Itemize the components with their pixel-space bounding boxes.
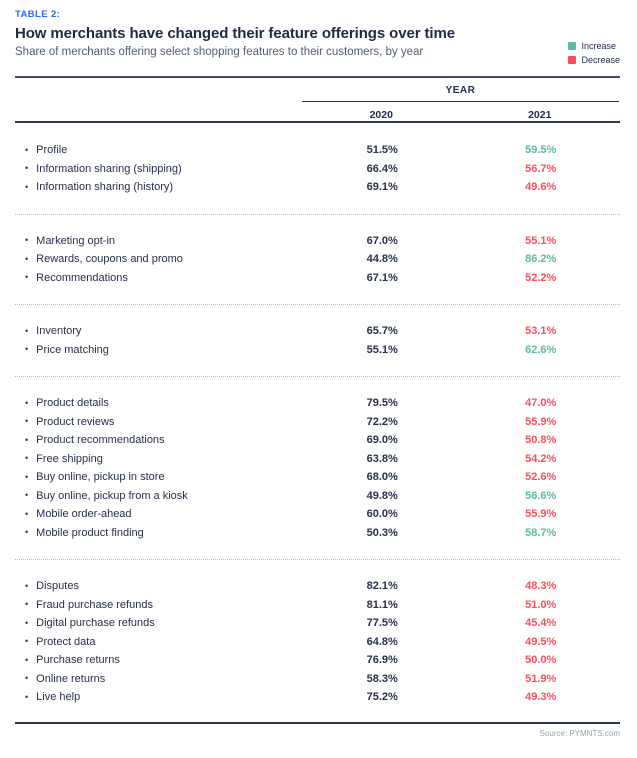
- feature-label: Rewards, coupons and promo: [36, 253, 183, 266]
- feature-cell: [15, 144, 303, 156]
- value-2021: 59.5%: [525, 144, 557, 157]
- value-2021: 51.9%: [525, 672, 557, 685]
- feature-cell: [15, 617, 303, 629]
- table-group: [15, 394, 620, 542]
- feature-cell: [15, 344, 303, 356]
- value-2021: 49.6%: [525, 181, 557, 194]
- feature-label: Protect data: [36, 635, 96, 648]
- bullet-icon: •: [25, 580, 29, 591]
- feature-cell: [15, 580, 303, 592]
- column-header-2021: 2021: [528, 109, 552, 121]
- feature-cell: [15, 490, 303, 502]
- table-row: [15, 487, 620, 506]
- bullet-icon: •: [25, 272, 29, 283]
- value-2020: 82.1%: [366, 580, 398, 593]
- value-cells: [303, 144, 620, 156]
- table-row: [15, 141, 620, 160]
- feature-cell: [15, 527, 303, 539]
- value-2020: 63.8%: [366, 452, 398, 465]
- value-2021: 50.8%: [525, 434, 557, 447]
- value-cells: [303, 617, 620, 629]
- table-row: [15, 413, 620, 432]
- feature-cell: [15, 397, 303, 409]
- value-2021: 45.4%: [525, 617, 557, 630]
- value-cells: [303, 599, 620, 611]
- value-2021: 49.5%: [525, 635, 557, 648]
- page-title: How merchants have changed their feature offerings over time: [15, 25, 455, 42]
- value-cells: [303, 181, 620, 193]
- value-2021: 47.0%: [525, 397, 557, 410]
- value-cells: [303, 235, 620, 247]
- group-divider: [15, 214, 620, 215]
- value-2020: 77.5%: [366, 617, 398, 630]
- value-2020: 81.1%: [366, 598, 398, 611]
- value-2020: 75.2%: [366, 691, 398, 704]
- value-2020: 67.1%: [366, 271, 398, 284]
- feature-label: Product details: [36, 397, 109, 410]
- group-divider: [15, 304, 620, 305]
- value-cells: [303, 673, 620, 685]
- bullet-icon: •: [25, 617, 29, 628]
- feature-label: Information sharing (shipping): [36, 162, 182, 175]
- value-2020: 64.8%: [366, 635, 398, 648]
- value-2020: 44.8%: [366, 253, 398, 266]
- bullet-icon: •: [25, 416, 29, 427]
- feature-cell: [15, 599, 303, 611]
- table-row: [15, 577, 620, 596]
- value-2021: 86.2%: [525, 253, 557, 266]
- value-cells: [303, 397, 620, 409]
- value-2020: 55.1%: [366, 343, 398, 356]
- legend-item-increase: [568, 41, 620, 51]
- value-cells: [303, 344, 620, 356]
- value-2020: 79.5%: [366, 397, 398, 410]
- legend-decrease-label: Decrease: [581, 55, 620, 65]
- feature-label: Digital purchase refunds: [36, 617, 155, 630]
- value-2020: 65.7%: [366, 325, 398, 338]
- value-cells: [303, 580, 620, 592]
- feature-cell: [15, 636, 303, 648]
- value-2021: 55.9%: [525, 508, 557, 521]
- table-row: [15, 633, 620, 652]
- table-row: [15, 250, 620, 269]
- value-2021: 55.9%: [525, 415, 557, 428]
- bullet-icon: •: [25, 636, 29, 647]
- bullet-icon: •: [25, 397, 29, 408]
- value-cells: [303, 527, 620, 539]
- feature-label: Purchase returns: [36, 654, 120, 667]
- bullet-icon: •: [25, 181, 29, 192]
- value-2020: 69.0%: [366, 434, 398, 447]
- bullet-icon: •: [25, 654, 29, 665]
- feature-label: Disputes: [36, 580, 79, 593]
- bullet-icon: •: [25, 508, 29, 519]
- bullet-icon: •: [25, 163, 29, 174]
- table-group: [15, 141, 620, 197]
- value-2021: 50.0%: [525, 654, 557, 667]
- feature-label: Marketing opt-in: [36, 234, 116, 247]
- table-row: [15, 596, 620, 615]
- table-row: [15, 651, 620, 670]
- table-row: [15, 178, 620, 197]
- table-row: [15, 160, 620, 179]
- bullet-icon: •: [25, 144, 29, 155]
- group-divider: [15, 376, 620, 377]
- year-columns: [302, 102, 619, 121]
- value-2020: 68.0%: [366, 471, 398, 484]
- feature-label: Information sharing (history): [36, 181, 174, 194]
- value-cells: [303, 471, 620, 483]
- feature-label: Mobile product finding: [36, 526, 144, 539]
- table-row: [15, 468, 620, 487]
- table-label: TABLE 2:: [15, 9, 61, 20]
- feature-cell: [15, 673, 303, 685]
- feature-label: Product recommendations: [36, 434, 165, 447]
- bullet-icon: •: [25, 344, 29, 355]
- value-2021: 52.2%: [525, 271, 557, 284]
- value-2021: 62.6%: [525, 343, 557, 356]
- bullet-icon: •: [25, 253, 29, 264]
- feature-cell: [15, 691, 303, 703]
- value-cells: [303, 636, 620, 648]
- value-cells: [303, 416, 620, 428]
- value-2020: 67.0%: [366, 234, 398, 247]
- feature-cell: [15, 181, 303, 193]
- feature-cell: [15, 416, 303, 428]
- column-header-2020: 2020: [369, 109, 393, 121]
- bullet-icon: •: [25, 325, 29, 336]
- bullet-icon: •: [25, 471, 29, 482]
- table-bottom-rule: [15, 722, 620, 724]
- value-cells: [303, 508, 620, 520]
- table-group: [15, 322, 620, 359]
- feature-label: Product reviews: [36, 415, 115, 428]
- value-cells: [303, 253, 620, 265]
- table-row: [15, 450, 620, 469]
- feature-label: Inventory: [36, 325, 82, 338]
- value-2021: 54.2%: [525, 452, 557, 465]
- table-row: [15, 505, 620, 524]
- feature-cell: [15, 325, 303, 337]
- data-table: [15, 76, 620, 724]
- bullet-icon: •: [25, 235, 29, 246]
- bullet-icon: •: [25, 434, 29, 445]
- table-row: [15, 269, 620, 288]
- table-row: [15, 524, 620, 543]
- year-header: YEAR: [302, 78, 619, 102]
- value-2021: 53.1%: [525, 325, 557, 338]
- value-2020: 60.0%: [366, 508, 398, 521]
- value-cells: [303, 272, 620, 284]
- value-2021: 49.3%: [525, 691, 557, 704]
- value-2020: 51.5%: [366, 144, 398, 157]
- table-row: [15, 614, 620, 633]
- table-row: [15, 341, 620, 360]
- value-2020: 72.2%: [366, 415, 398, 428]
- value-2021: 51.0%: [525, 598, 557, 611]
- table-row: [15, 670, 620, 689]
- value-2020: 49.8%: [366, 489, 398, 502]
- decrease-swatch-icon: [568, 56, 576, 64]
- bullet-icon: •: [25, 527, 29, 538]
- value-2021: 56.7%: [525, 162, 557, 175]
- feature-cell: [15, 163, 303, 175]
- value-2021: 52.6%: [525, 471, 557, 484]
- value-2020: 50.3%: [366, 526, 398, 539]
- table-group: [15, 577, 620, 707]
- value-2021: 55.1%: [525, 234, 557, 247]
- feature-cell: [15, 453, 303, 465]
- bullet-icon: •: [25, 490, 29, 501]
- value-cells: [303, 654, 620, 666]
- group-divider: [15, 559, 620, 560]
- feature-cell: [15, 253, 303, 265]
- bullet-icon: •: [25, 453, 29, 464]
- bullet-icon: •: [25, 599, 29, 610]
- feature-label: Recommendations: [36, 271, 128, 284]
- value-cells: [303, 490, 620, 502]
- feature-cell: [15, 434, 303, 446]
- value-2021: 58.7%: [525, 526, 557, 539]
- table-header: [15, 76, 620, 123]
- legend-increase-label: Increase: [581, 41, 616, 51]
- value-2020: 58.3%: [366, 672, 398, 685]
- value-cells: [303, 691, 620, 703]
- feature-label: Live help: [36, 691, 81, 704]
- value-2021: 48.3%: [525, 580, 557, 593]
- feature-label: Online returns: [36, 672, 106, 685]
- year-column-group: [302, 78, 619, 121]
- value-2020: 76.9%: [366, 654, 398, 667]
- feature-cell: [15, 508, 303, 520]
- table-group: [15, 232, 620, 288]
- feature-label: Price matching: [36, 343, 109, 356]
- feature-cell: [15, 471, 303, 483]
- table-row: [15, 431, 620, 450]
- source-credit: Source: PYMNTS.com: [539, 728, 620, 738]
- legend-item-decrease: [568, 55, 620, 65]
- bullet-icon: •: [25, 673, 29, 684]
- table-row: [15, 688, 620, 707]
- legend: [568, 41, 620, 69]
- feature-label: Free shipping: [36, 452, 103, 465]
- table-row: [15, 394, 620, 413]
- value-2021: 56.6%: [525, 489, 557, 502]
- table-row: [15, 232, 620, 251]
- feature-label: Fraud purchase refunds: [36, 598, 153, 611]
- table-body: [15, 123, 620, 707]
- table-row: [15, 322, 620, 341]
- feature-cell: [15, 272, 303, 284]
- value-cells: [303, 325, 620, 337]
- feature-label: Buy online, pickup from a kiosk: [36, 489, 188, 502]
- feature-cell: [15, 235, 303, 247]
- feature-label: Mobile order-ahead: [36, 508, 132, 521]
- bullet-icon: •: [25, 691, 29, 702]
- value-2020: 66.4%: [366, 162, 398, 175]
- value-cells: [303, 163, 620, 175]
- value-cells: [303, 434, 620, 446]
- feature-label: Buy online, pickup in store: [36, 471, 165, 484]
- feature-cell: [15, 654, 303, 666]
- subtitle: Share of merchants offering select shopping features to their customers, by year: [15, 46, 424, 58]
- increase-swatch-icon: [568, 42, 576, 50]
- feature-label: Profile: [36, 144, 68, 157]
- value-2020: 69.1%: [366, 181, 398, 194]
- value-cells: [303, 453, 620, 465]
